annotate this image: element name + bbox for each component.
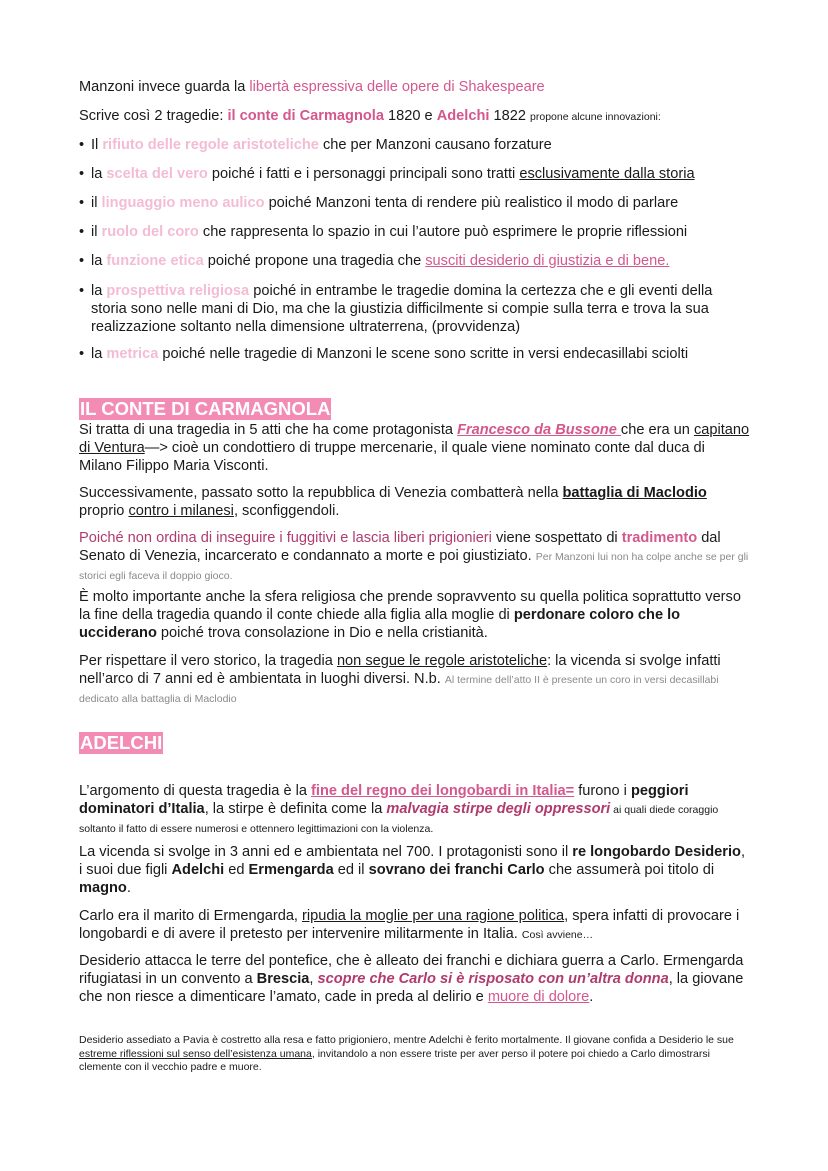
- innovation-list-item: • la scelta del vero poiché i fatti e i personaggi principali sono tratti esclusivamente dalla storia: [79, 165, 751, 183]
- carmagnola-paragraph-3: Poiché non ordina di inseguire i fuggitivi e lascia liberi prigionieri viene sospettato di tradimento dal Senato di Venezia, incarcerato e condannato a morte e poi giustiziato. Per Manzoni lui non ha colpe anche se per gli storici egli faceva il doppio gioco.: [79, 530, 749, 582]
- section-heading-adelchi: ADELCHI: [80, 732, 163, 753]
- adelchi-paragraph-1: L’argomento di questa tragedia è la fine del regno dei longobardi in Italia= furono i peggiori dominatori d’Italia, la stirpe è definita come la malvagia stirpe degli oppressori ai quali diede coraggio soltanto il fatto di essere numerosi e ottennero legittimazioni con la violenza.: [79, 783, 719, 835]
- carmagnola-paragraph-1: Si tratta di una tragedia in 5 atti che ha come protagonista Francesco da Bussone che era un capitano di Ventura—> cioè un condottiero di truppe mercenarie, il quale viene nominato conte dal duca di Milano Filippo Maria Visconti.: [79, 422, 750, 474]
- adelchi-paragraph-5: Desiderio assediato a Pavia è costretto alla resa e fatto prigioniero, mentre Adelchi è ferito mortalmente. Il giovane confida a Desiderio le sue estreme riflessioni sul senso dell’esistenza umana, invitandolo a non essere triste per aver perso il potere poi chiedo a Carlo dimostrarsi clemente con il vecchio padre e muore.: [79, 1034, 734, 1073]
- innovation-list-item: • la prospettiva religiosa poiché in entrambe le tragedie domina la certezza che e gli eventi della storia sono nelle mani di Dio, ma che la giustizia difficilmente si compie sulla terra e trova la sua realizzazione soltanto nella dimensione ultraterrena, (provvidenza): [79, 282, 751, 336]
- innovation-list-item: • il linguaggio meno aulico poiché Manzoni tenta di rendere più realistico il modo di parlare: [79, 194, 751, 212]
- carmagnola-paragraph-5: Per rispettare il vero storico, la tragedia non segue le regole aristoteliche: la vicenda si svolge infatti nell’arco di 7 anni ed è ambientata in luoghi diversi. N.b. Al termine dell’atto II è presente un coro in versi decasillabi dedicato alla battaglia di Maclodio: [79, 653, 721, 705]
- adelchi-paragraph-2: La vicenda si svolge in 3 anni ed e ambientata nel 700. I protagonisti sono il re longobardo Desiderio, i suoi due figli Adelchi ed Ermengarda ed il sovrano dei franchi Carlo che assumerà poi titolo di magno.: [79, 844, 746, 896]
- innovation-list-item: • la funzione etica poiché propone una tragedia che susciti desiderio di giustizia e di bene.: [79, 252, 751, 270]
- intro-paragraph-2: Scrive così 2 tragedie: il conte di Carmagnola 1820 e Adelchi 1822 propone alcune innovazioni:: [79, 108, 661, 124]
- section-heading-carmagnola: IL CONTE DI CARMAGNOLA: [80, 398, 331, 419]
- innovation-list-item: • il ruolo del coro che rappresenta lo spazio in cui l’autore può esprimere le proprie riflessioni: [79, 223, 751, 241]
- adelchi-paragraph-4: Desiderio attacca le terre del pontefice, che è alleato dei franchi e dichiara guerra a Carlo. Ermengarda rifugiatasi in un convento a Brescia, scopre che Carlo si è risposato con un’altra donna, la giovane che non riesce a dimenticare l’amato, cade in preda al delirio e muore di dolore.: [79, 953, 744, 1005]
- carmagnola-paragraph-4: È molto importante anche la sfera religiosa che prende sopravvento su quella politica soprattutto verso la fine della tragedia quando il conte chiede alla figlia alla moglie di perdonare coloro che lo ucciderano poiché trova consolazione in Dio e nella cristianità.: [79, 589, 741, 641]
- innovation-list-item: • Il rifiuto delle regole aristoteliche che per Manzoni causano forzature: [79, 136, 751, 154]
- innovation-list-item: • la metrica poiché nelle tragedie di Manzoni le scene sono scritte in versi endecasillabi sciolti: [79, 345, 751, 363]
- carmagnola-paragraph-2: Successivamente, passato sotto la repubblica di Venezia combatterà nella battaglia di Maclodio proprio contro i milanesi, sconfiggendoli.: [79, 485, 707, 519]
- adelchi-paragraph-3: Carlo era il marito di Ermengarda, ripudia la moglie per una ragione politica, spera infatti di provocare i longobardi e di avere il pretesto per intervenire militarmente in Italia. Così avviene…: [79, 908, 740, 942]
- intro-paragraph-1: Manzoni invece guarda la libertà espressiva delle opere di Shakespeare: [79, 79, 545, 95]
